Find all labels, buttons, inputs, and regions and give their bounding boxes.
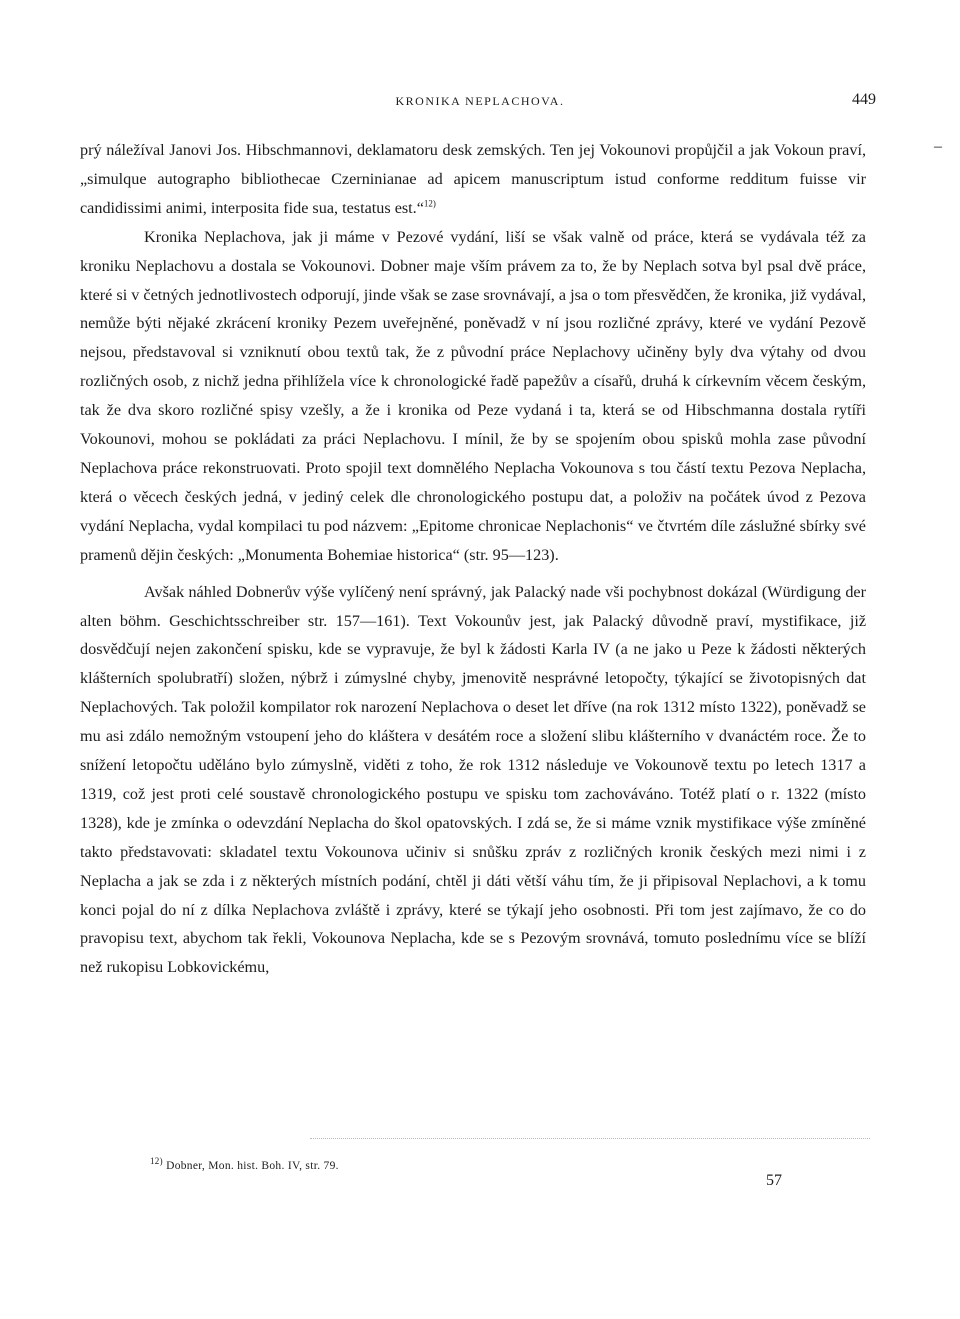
footnote-marker: 12)	[150, 1156, 163, 1167]
body-text	[80, 136, 866, 982]
paragraph-1	[80, 136, 866, 223]
footnote-text: Dobner, Mon. hist. Boh. IV, str. 79.	[166, 1160, 339, 1172]
running-title: KRONIKA NEPLACHOVA.	[395, 94, 565, 108]
footnote	[150, 1156, 339, 1172]
margin-mark: –	[934, 138, 942, 155]
page-number: 449	[852, 91, 876, 108]
signature-mark: 57	[766, 1172, 782, 1189]
paragraph-1-text: prý náležíval Janovi Jos. Hibschmannovi, deklamatoru desk zemských. Ten jej Vokounovi propůjčil a jak Vokoun praví, „simulque autographo bibliothecae Czerninianae ad apicem manuscriptum istud conforme redditum fuisse vir candidissimi animi, interposita fide sua, testatus est.“	[80, 141, 866, 217]
paragraph-3: Avšak náhled Dobnerův výše vylíčený není správný, jak Palacký nade vši pochybnost dokázal (Würdigung der alten böhm. Geschichtsschreiber str. 157—161). Text Vokounův jest, jak Palacký důvodně praví, mystifikace, již dosvědčují nejen zakončení spisku, kde se vypravuje, že byl k žádosti Karla IV (a ne jako u Peze k žádosti některých klášterních spolubratří) složen, nýbrž i zúmyslné chyby, jmenovitě nesprávné letopočty, týkající se životopisných dat Neplachových. Tak položil kompilator rok narození Neplachova o deset let dříve (na rok 1312 místo 1322), poněvadž se mu asi zdálo nemožným vstoupení jeho do kláštera v desátém roce a složení slibu klášterního v dvanáctém roce. Že to snížení letopočtu uděláno bylo zúmyslně, viděti z toho, že rok 1312 následuje ve Vokounově textu po letech 1317 a 1319, což jest proti celé soustavě chronologického postupu ve spisku tom zachováváno. Totéž platí o r. 1322 (místo 1328), kde je zmínka o odevzdání Neplacha do škol opatovských. I zdá se, že si máme vznik mystifikace výše zmíněné takto představovati: skladatel textu Vokounova učiniv si snůšku zpráv z rozličných kronik českých mezi nimi i z Neplacha a jak se zda i z některých místních podání, chtěl ji dáti větší váhu tím, že ji připisoval Neplachovi, a k tomu konci pojal do ní z dílka Neplachova zvláště i zprávy, které se týkají jeho osobnosti. Při tom jest zajímavo, že co do pravopisu text, abychom tak řekli, Vokounova Neplacha, kde se s Pezovým srovnává, tomuto poslednímu více se blíží než rukopisu Lobkovickému,	[80, 582, 866, 977]
footnote-divider	[310, 1138, 870, 1139]
paragraph-2: Kronika Neplachova, jak ji máme v Pezové vydání, liší se však valně od práce, která se vydávala též za kroniku Neplachovu a dostala se Vokounovi. Dobner maje vším právem za to, že by Neplach sotva byl psal dvě práce, které si v četných jednotlivostech odporují, jinde však se zase srovnávají, a jsa o tom přesvědčen, že kronika, již vydával, nemůže býti nějaké zkrácení kroniky Pezem uveřejněné, poněvadž v ní jsou rozličné zprávy, které ve vydání Pezově nejsou, představoval si vzniknutí obou textů tak, že z původní práce Neplachovy učiněny byly dva výtahy od dvou rozličných osob, z nichž jedna přihlížela více k chronologické řadě papežův a císařů, druhá k církevním věcem českým, tak že dva skoro rozličné spisy vzešly, a že i kronika od Peze vydaná i ta, která se od Hibschmanna dostala rytíři Vokounovi, mohou se pokládati za práci Neplachovu. I mínil, že by se spojením obou spisků mohla zase původní Neplachova práce rekonstruovati. Proto spojil text domnělého Neplacha Vokounova s tou částí textu Pezova Neplacha, která o věcech českých jedná, v jediný celek dle chronologického postupu dat, a položiv na počátek úvod z Pezova vydání Neplacha, vydal kompilaci tu pod názvem: „Epitome chronicae Neplachonis“ ve čtvrtém díle záslužné sbírky své pramenů dějin českých: „Monumenta Bohemiae historica“ (str. 95—123).	[80, 227, 866, 564]
footnote-reference: 12)	[423, 198, 436, 209]
